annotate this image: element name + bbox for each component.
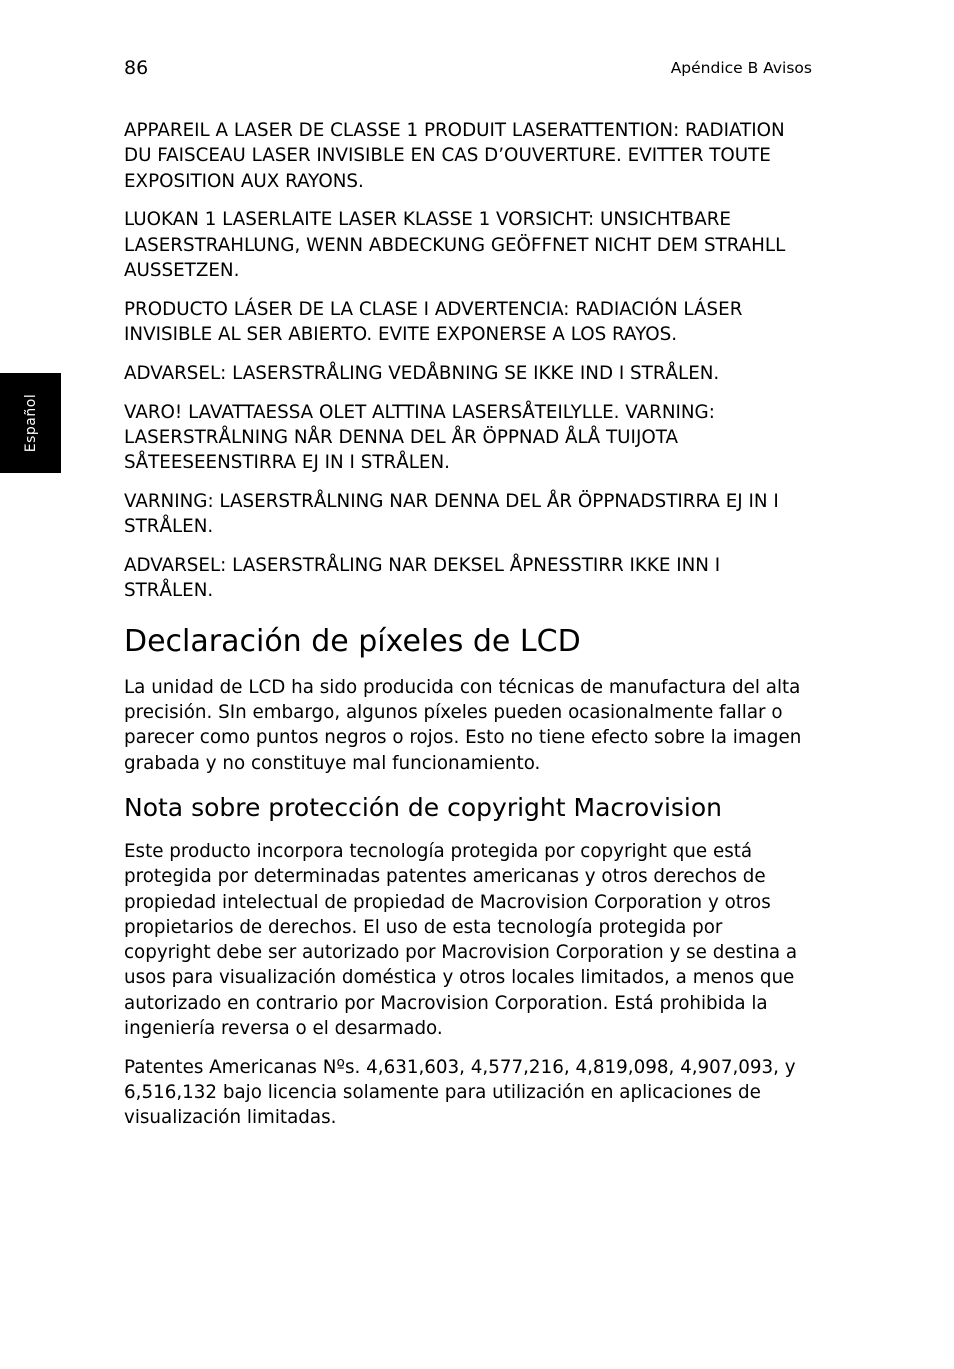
patents-paragraph: Patentes Americanas Nºs. 4,631,603, 4,577,216, 4,819,098, 4,907,093, y 6,516,132 bajo licencia solamente para utilización en aplicaciones de visualización limitadas. xyxy=(124,1056,796,1129)
laser-notice-finnish-swedish: VARO! LAVATTAESSA OLET ALTTINA LASERSÅTEILYLLE. VARNING: LASERSTRÅLNING NÅR DENNA DEL ÅR ÖPPNAD ÅLÅ TUIJOTA SÅTEESEENSTIRRA EJ IN I STRÅLEN. xyxy=(124,401,715,474)
macrovision-paragraph: Este producto incorpora tecnología protegida por copyright que está protegida por determinadas patentes americanas y otros derechos de propiedad intelectual de propiedad de Macrovision Corporation y otros propietarios de derechos. El uso de esta tecnología protegida por copyright debe ser autorizado por Macrovision Corporation y se destina a usos para visualización doméstica y otros locales limitados, a menos que autorizado en contrario por Macrovision Corporation. Está prohibida la ingeniería reversa o el desarmado. xyxy=(124,840,798,1040)
laser-notice-norwegian: ADVARSEL: LASERSTRÅLING NAR DEKSEL ÅPNESSTIRR IKKE INN I STRÅLEN. xyxy=(124,555,721,602)
running-header: Apéndice B Avisos xyxy=(670,59,812,77)
laser-notice-spanish: PRODUCTO LÁSER DE LA CLASE I ADVERTENCIA: RADIACIÓN LÁSER INVISIBLE AL SER ABIERTO. EVITE EXPONERSE A LOS RAYOS. xyxy=(124,298,743,346)
language-side-tab-label: Español xyxy=(23,393,39,453)
lcd-section-title: Declaración de píxeles de LCD xyxy=(124,623,581,659)
page-number: 86 xyxy=(124,57,149,79)
lcd-section-body: La unidad de LCD ha sido producida con técnicas de manufactura del alta precisión. SIn embargo, algunos píxeles pueden ocasionalmente fallar o parecer como puntos negros o rojos. Esto no tiene efecto sobre la imagen grabada y no constituye mal funcionamiento. xyxy=(124,676,802,774)
language-side-tab xyxy=(0,373,61,473)
macrovision-section-title: Nota sobre protección de copyright Macrovision xyxy=(124,792,723,822)
laser-notice-danish: ADVARSEL: LASERSTRÅLING VEDÅBNING SE IKKE IND I STRÅLEN. xyxy=(124,362,720,384)
laser-notice-swedish: VARNING: LASERSTRÅLNING NAR DENNA DEL ÅR ÖPPNADSTIRRA EJ IN I STRÅLEN. xyxy=(124,491,779,538)
laser-notice-finnish-german: LUOKAN 1 LASERLAITE LASER KLASSE 1 VORSICHT: UNSICHTBARE LASERSTRAHLUNG, WENN ABDECKUNG GEÖFFNET NICHT DEM STRAHLL AUSSETZEN. xyxy=(124,209,786,281)
page-content xyxy=(124,118,814,1144)
laser-notice-french: APPAREIL A LASER DE CLASSE 1 PRODUIT LASERATTENTION: RADIATION DU FAISCEAU LASER INVISIBLE EN CAS D’OUVERTURE. EVITTER TOUTE EXPOSITION AUX RAYONS. xyxy=(124,120,785,192)
